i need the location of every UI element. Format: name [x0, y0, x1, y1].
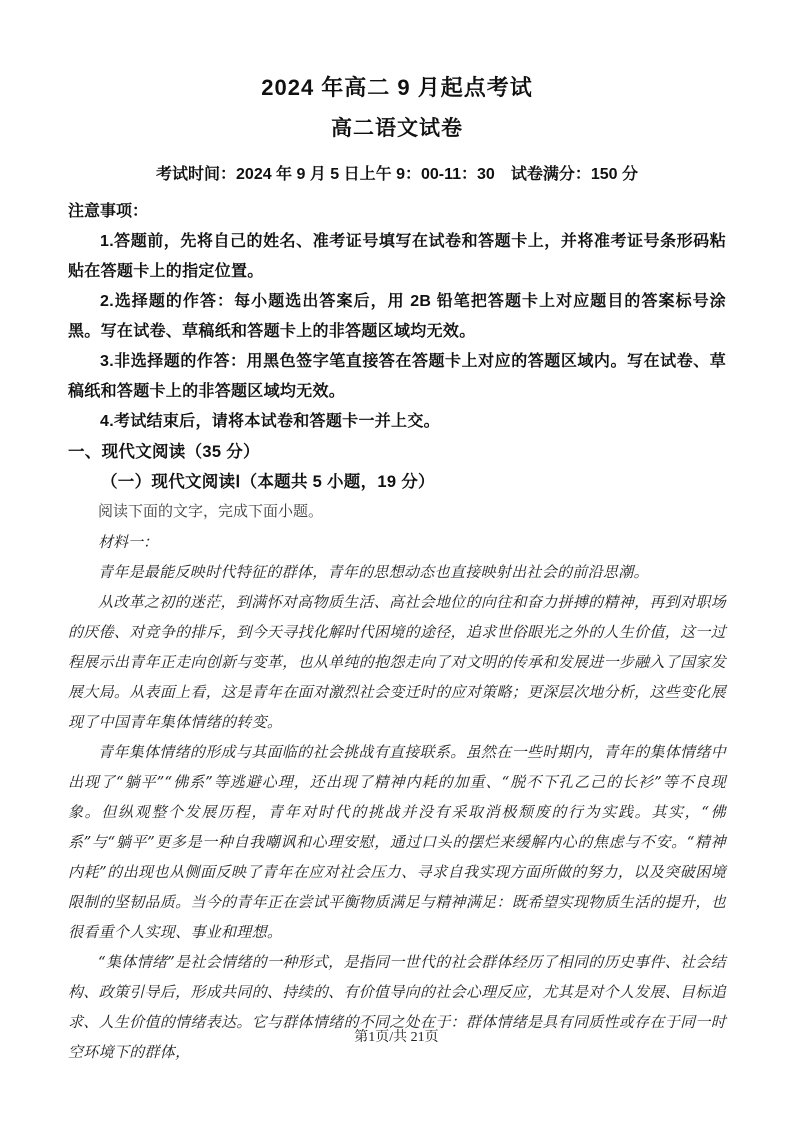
notice-item-4: 4.考试结束后，请将本试卷和答题卡一并上交。 — [100, 413, 440, 430]
notices-heading: 注意事项： — [68, 203, 149, 220]
exam-title: 2024 年高二 9 月起点考试 — [261, 75, 533, 100]
exam-subtitle: 高二语文试卷 — [331, 117, 463, 140]
notice-item-2: 2.选择题的作答：每小题选出答案后，用 2B 铅笔把答题卡上对应题目的答案标号涂黑。写在试卷、草稿纸和答题卡上的非答题区域均无效。 — [68, 293, 726, 340]
material-paragraph-1: 青年是最能反映时代特征的群体，青年的思想动态也直接映射出社会的前沿思潮。 — [98, 563, 649, 581]
notice-item-1: 1.答题前，先将自己的姓名、准考证号填写在试卷和答题卡上，并将准考证号条形码粘贴在答题卡上的指定位置。 — [68, 233, 726, 280]
material-paragraph-4: “集体情绪”是社会情绪的一种形式，是指同一世代的社会群体经历了相同的历史事件、社会结构、政策引导后，形成共同的、持续的、有价值导向的社会心理反应，尤其是对个人发展、目标追求、人生价值的情绪表达。它与群体情绪的不同之处在于：群体情绪是具有同质性或存在于同一时空环境下的群体， — [68, 953, 726, 1061]
page-number-footer: 第1页/共 21页 — [354, 1030, 439, 1045]
notice-item-3: 3.非选择题的作答：用黑色签字笔直接答在答题卡上对应的答题区域内。写在试卷、草稿纸和答题卡上的非答题区域均无效。 — [68, 353, 726, 400]
subsection-heading-reading-1: （一）现代文阅读Ⅰ（本题共 5 小题，19 分） — [101, 473, 435, 491]
material-paragraph-3: 青年集体情绪的形成与其面临的社会挑战有直接联系。虽然在一些时期内，青年的集体情绪中出现了“躺平”“佛系”等逃避心理，还出现了精神内耗的加重、“脱不下孔乙己的长衫”等不良现象。但纵观整个发展历程，青年对时代的挑战并没有采取消极颓废的行为实践。其实，“佛系”与“躺平”更多是一种自我嘲讽和心理安慰，通过口头的摆烂来缓解内心的焦虑与不安。“精神内耗”的出现也从侧面反映了青年在应对社会压力、寻求自我实现方面所做的努力，以及突破困境限制的坚韧品质。当今的青年正在尝试平衡物质满足与精神满足：既希望实现物质生活的提升，也很看重个人实现、事业和理想。 — [68, 743, 726, 941]
section-heading-modern-reading: 一、现代文阅读（35 分） — [68, 443, 260, 461]
material-paragraph-2: 从改革之初的迷茫，到满怀对高物质生活、高社会地位的向往和奋力拼搏的精神，再到对职场的厌倦、对竞争的排斥，到今天寻找化解时代困境的途径，追求世俗眼光之外的人生价值，这一过程展示出青年正走向创新与变革，也从单纯的抱怨走向了对文明的传承和发展进一步融入了国家发展大局。从表面上看，这是青年在面对激烈社会变迁时的应对策略；更深层次地分析，这些变化展现了中国青年集体情绪的转变。 — [68, 593, 726, 731]
reading-prompt: 阅读下面的文字，完成下面小题。 — [98, 504, 324, 520]
exam-info-line: 考试时间：2024 年 9 月 5 日上午 9：00-11：30 试卷满分：150 分 — [156, 166, 638, 183]
material-one-label: 材料一： — [98, 533, 159, 551]
